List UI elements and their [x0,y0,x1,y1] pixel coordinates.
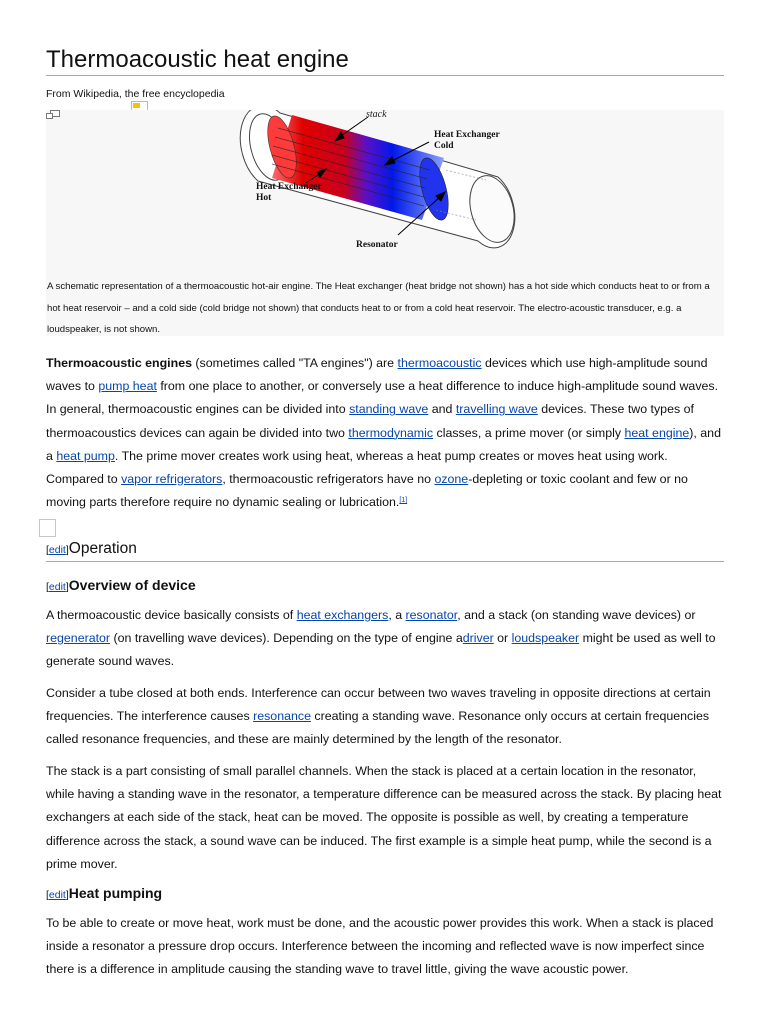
link-resonance[interactable]: resonance [253,709,311,724]
heading-text: Overview of device [68,577,196,593]
edit-link-heat-pumping[interactable]: edit [48,889,66,901]
text: (on travelling wave devices). Depending on the type of engine a [110,631,463,646]
text: or [493,631,512,646]
edit-link-overview[interactable]: edit [48,581,66,593]
link-thermoacoustic[interactable]: thermoacoustic [397,356,482,370]
thumbnail-figure [46,110,724,336]
text: creating a standing wave. Resonance only occurs at certain frequencies called resonance frequencies, and these are mainly determined by the length of the resonator. [46,709,710,747]
text: , thermoacoustic refrigerators have no [222,472,435,487]
section-heading-operation: [edit]Operation [46,540,724,562]
text: devices. These two types of thermoacoustics devices can again be divided into two [46,402,694,440]
heading-text: Heat pumping [68,885,163,901]
text: . The prime mover creates work using heat, whereas a heat pump creates or moves heat using work. Compared to [46,448,668,487]
enlarge-icon[interactable] [46,110,60,120]
link-loudspeaker[interactable]: loudspeaker [511,631,580,646]
link-regenerator[interactable]: regenerator [46,631,111,646]
heat-pumping-paragraph-1: To be able to create or move heat, work must be done, and the acoustic power provides this work. When a stack is placed inside a resonator a pressure drop occurs. Interference between the incoming and reflected wave is now imperfect since there is a difference in amplitude causing the standing wave to travel little, giving the wave acoustic power. [46,916,714,977]
text: A thermoacoustic device basically consists of [46,608,297,622]
text: ), and a [46,425,721,463]
edit-link-operation[interactable]: edit [48,544,66,556]
overview-paragraph-2 [46,682,724,752]
link-heat-exchangers[interactable]: heat exchangers [296,608,389,622]
section-heading-overview: [edit]Overview of device [46,577,196,593]
broken-image-placeholder [39,519,56,537]
label-hx-cold-1: Heat Exchanger [434,130,500,140]
label-stack: stack [366,110,387,120]
link-standing-wave[interactable]: standing wave [349,402,429,417]
text: from one place to another, or conversely use a heat difference to induce high-amplitude sound waves. In general, thermoacoustic engines can be divided into [46,379,719,417]
heading-text: Operation [68,540,137,557]
label-hx-cold-2: Cold [434,141,454,151]
link-vapor-refrigerators[interactable]: vapor refrigerators [121,472,223,487]
link-resonator[interactable]: resonator [405,608,458,622]
page-title: Thermoacoustic heat engine [46,46,724,76]
section-heading-heat-pumping: [edit]Heat pumping [46,885,163,901]
overview-paragraph-3: The stack is a part consisting of small parallel channels. When the stack is placed at a certain location in the resonator, while having a standing wave in the resonator, a temperature difference can be measured across the stack. By placing heat exchangers at each side of the stack, heat can be moved. The opposite is possible as well, by creating a temperature difference across the stack, a sound wave can be induced. The first example is a simple heat pump, while the second is a prime mover. [46,764,722,871]
label-resonator: Resonator [356,240,398,250]
text: , and a stack (on standing wave devices) or [457,608,696,622]
text: -depleting or toxic coolant and few or no moving parts therefore require no dynamic sealing or lubrication. [46,472,688,510]
link-heat-engine[interactable]: heat engine [624,425,690,440]
text: (sometimes called "TA engines") are [191,356,398,370]
text: Consider a tube closed at both ends. Interference can occur between two waves traveling in opposite directions at certain frequencies. The interference causes [46,686,711,724]
link-thermodynamic[interactable]: thermodynamic [348,425,434,440]
text: devices which use high-amplitude sound waves to [46,356,708,394]
link-travelling-wave[interactable]: travelling wave [455,402,538,417]
overview-paragraph-1 [46,604,724,674]
label-hx-hot-2: Hot [256,193,272,203]
site-tagline: From Wikipedia, the free encyclopedia [46,88,225,100]
link-pump-heat[interactable]: pump heat [98,379,157,394]
reference-link[interactable]: [1] [399,497,408,505]
intro-bold-term: Thermoacoustic engines [46,356,192,370]
link-ozone[interactable]: ozone [434,472,469,487]
text: might be used as well to generate sound waves. [46,631,716,669]
intro-paragraph [46,352,724,514]
text: and [428,402,456,417]
link-heat-pump[interactable]: heat pump [56,448,115,463]
thermoacoustic-engine-diagram[interactable] [46,110,724,260]
label-hx-hot-1: Heat Exchanger [256,182,322,192]
figure-caption: A schematic representation of a thermoacoustic hot-air engine. The Heat exchanger (heat bridge not shown) has a hot side which conducts heat to or from a hot heat reservoir – and a cold side (cold bridge not shown) that conducts heat to or from a cold heat reservoir. The electro-acoustic transducer, e.g. a loudspeaker, is not shown. [47,281,710,335]
link-driver[interactable]: driver [462,631,494,646]
text: , a [388,608,406,622]
text: classes, a prime mover (or simply [433,425,625,440]
